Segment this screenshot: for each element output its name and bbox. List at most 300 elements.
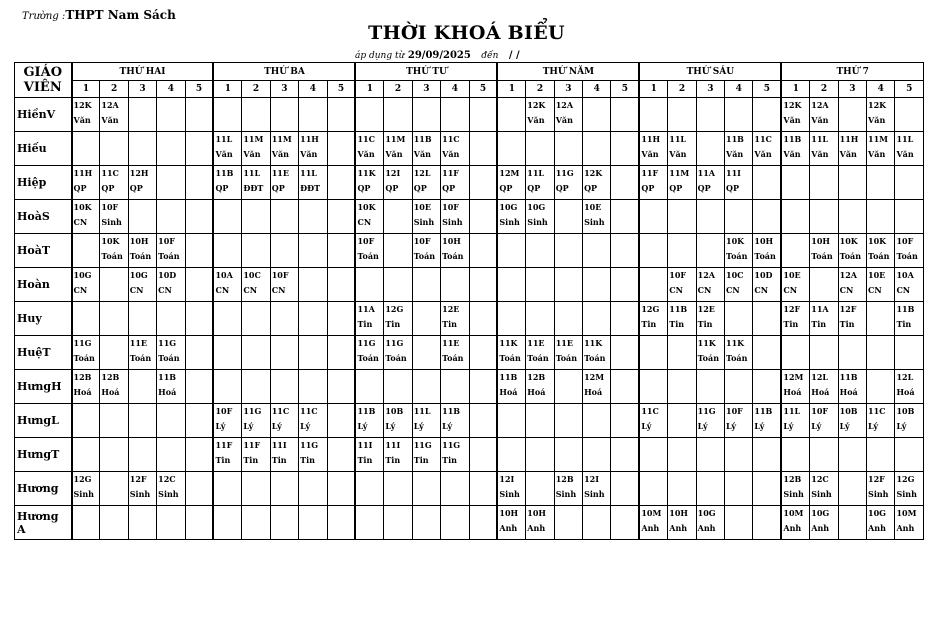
schedule-cell [668, 200, 696, 234]
class-code: 11G [357, 338, 376, 348]
subject-name: Toán [839, 251, 862, 261]
subject-name: QP [357, 183, 371, 193]
class-code: 11E [442, 338, 460, 348]
schedule-cell [639, 268, 667, 302]
schedule-cell [72, 336, 100, 370]
schedule-cell [157, 336, 185, 370]
schedule-cell [810, 336, 838, 370]
subject-name: Tin [697, 319, 713, 329]
schedule-cell [100, 302, 128, 336]
schedule-cell [753, 506, 781, 540]
schedule-cell [412, 404, 440, 438]
schedule-cell [128, 302, 156, 336]
class-code: 11L [896, 134, 914, 144]
subject-name: Văn [442, 149, 460, 159]
schedule-cell [895, 472, 924, 506]
schedule-cell [128, 132, 156, 166]
subject-name: Tin [442, 455, 457, 465]
schedule-cell [810, 268, 838, 302]
class-code: 11A [811, 304, 829, 314]
class-code: 11L [669, 134, 687, 144]
schedule-cell [725, 268, 753, 302]
schedule-cell [384, 268, 412, 302]
class-code: 10F [896, 236, 914, 246]
subject-name: Lý [697, 421, 708, 431]
schedule-cell [213, 438, 241, 472]
class-code: 10H [442, 236, 461, 246]
schedule-cell [327, 268, 355, 302]
schedule-cell [185, 234, 213, 268]
schedule-cell [696, 200, 724, 234]
period-header: 3 [838, 81, 866, 98]
schedule-cell [668, 506, 696, 540]
class-code: 11C [101, 168, 119, 178]
class-code: 11E [271, 168, 289, 178]
subject-name: Anh [697, 523, 716, 533]
schedule-cell [441, 506, 469, 540]
subject-name: CN [73, 217, 88, 227]
subject-name: Tin [669, 319, 685, 329]
schedule-cell [781, 302, 809, 336]
schedule-cell [639, 404, 667, 438]
schedule-cell [157, 200, 185, 234]
schedule-cell [157, 302, 185, 336]
class-code: 10H [811, 236, 830, 246]
class-code: 11C [754, 134, 772, 144]
class-code: 12E [697, 304, 715, 314]
schedule-cell [895, 302, 924, 336]
subject-name: Toán [555, 353, 578, 363]
schedule-cell [611, 166, 639, 200]
schedule-cell [497, 370, 525, 404]
schedule-cell [412, 370, 440, 404]
schedule-cell [299, 200, 327, 234]
subject-name: Hoá [158, 387, 177, 397]
schedule-cell [526, 506, 554, 540]
teacher-name: Hiếu [15, 132, 72, 166]
schedule-cell [895, 336, 924, 370]
period-header: 3 [412, 81, 440, 98]
period-header: 5 [753, 81, 781, 98]
schedule-cell [497, 336, 525, 370]
schedule-cell [554, 404, 582, 438]
schedule-cell [213, 472, 241, 506]
class-code: 12C [158, 474, 176, 484]
schedule-cell [583, 132, 611, 166]
class-code: 11M [669, 168, 690, 178]
schedule-cell [327, 506, 355, 540]
class-code: 10M [896, 508, 917, 518]
schedule-cell [384, 506, 412, 540]
schedule-cell [526, 166, 554, 200]
class-code: 11L [527, 168, 545, 178]
subject-name: Văn [413, 149, 431, 159]
schedule-cell [838, 302, 866, 336]
schedule-cell [441, 234, 469, 268]
subject-name: Hoá [101, 387, 120, 397]
schedule-cell [867, 234, 895, 268]
table-row [15, 404, 924, 438]
schedule-cell [554, 166, 582, 200]
schedule-cell [526, 404, 554, 438]
class-code: 11H [641, 134, 661, 144]
schedule-cell [554, 132, 582, 166]
schedule-cell [668, 268, 696, 302]
class-code: 10E [584, 202, 602, 212]
schedule-cell [696, 234, 724, 268]
class-code: 10K [357, 202, 376, 212]
subject-name: Tin [385, 455, 401, 465]
subject-name: Sinh [73, 489, 94, 499]
schedule-cell [469, 438, 497, 472]
schedule-cell [895, 98, 924, 132]
class-code: 11G [385, 338, 404, 348]
subject-name: Sinh [413, 217, 435, 227]
class-code: 11C [271, 406, 290, 416]
class-code: 11C [357, 134, 375, 144]
subject-name: Toán [726, 353, 748, 363]
class-code: 10H [669, 508, 688, 518]
schedule-cell [384, 302, 412, 336]
subject-name: Lý [754, 421, 765, 431]
schedule-cell [611, 336, 639, 370]
day-header: THỨ 7 [781, 63, 923, 81]
class-code: 11G [158, 338, 177, 348]
subject-name: Toán [868, 251, 890, 261]
class-code: 12M [783, 372, 804, 382]
schedule-cell [639, 200, 667, 234]
schedule-cell [100, 166, 128, 200]
subject-name: Toán [754, 251, 776, 261]
subject-name: Lý [811, 421, 822, 431]
schedule-cell [781, 336, 809, 370]
schedule-cell [100, 506, 128, 540]
page-title: THỜI KHOÁ BIỂU [368, 22, 565, 44]
day-header: THỨ NĂM [497, 63, 639, 81]
subject-name: Hoá [499, 387, 518, 397]
class-code: 11E [527, 338, 545, 348]
schedule-cell [441, 302, 469, 336]
period-header: 1 [781, 81, 809, 98]
schedule-cell [583, 336, 611, 370]
class-code: 12B [555, 474, 574, 484]
schedule-cell [810, 438, 838, 472]
schedule-cell [355, 302, 383, 336]
class-code: 11E [129, 338, 148, 348]
class-code: 12G [896, 474, 915, 484]
period-header: 4 [725, 81, 753, 98]
schedule-cell [554, 438, 582, 472]
class-code: 11H [73, 168, 93, 178]
day-header: THỨ HAI [72, 63, 214, 81]
table-row [15, 438, 924, 472]
subject-name: Lý [357, 421, 368, 431]
schedule-cell [696, 370, 724, 404]
timetable [14, 62, 924, 540]
schedule-cell [185, 200, 213, 234]
period-header: 4 [299, 81, 327, 98]
class-code: 10F [215, 406, 233, 416]
schedule-cell [412, 506, 440, 540]
schedule-cell [384, 370, 412, 404]
schedule-cell [299, 438, 327, 472]
schedule-cell [100, 268, 128, 302]
schedule-cell [355, 98, 383, 132]
schedule-cell [668, 370, 696, 404]
schedule-cell [611, 506, 639, 540]
schedule-cell [441, 404, 469, 438]
class-code: 11M [868, 134, 889, 144]
schedule-cell [526, 302, 554, 336]
schedule-cell [185, 472, 213, 506]
schedule-cell [72, 302, 100, 336]
schedule-cell [213, 506, 241, 540]
subject-name: Văn [754, 149, 772, 159]
schedule-cell [753, 404, 781, 438]
class-code: 12L [811, 372, 829, 382]
subject-name: CN [868, 285, 882, 295]
schedule-cell [128, 438, 156, 472]
schedule-cell [639, 98, 667, 132]
schedule-cell [469, 336, 497, 370]
class-code: 11A [357, 304, 375, 314]
schedule-cell [72, 438, 100, 472]
schedule-cell [696, 268, 724, 302]
subject-name: Hoá [811, 387, 830, 397]
subject-name: Văn [783, 115, 801, 125]
class-code: 10C [726, 270, 744, 280]
schedule-cell [838, 166, 866, 200]
class-code: 10A [896, 270, 914, 280]
period-header: 1 [355, 81, 383, 98]
schedule-cell [72, 506, 100, 540]
schedule-cell [72, 472, 100, 506]
schedule-cell [696, 438, 724, 472]
class-code: 10K [839, 236, 858, 246]
schedule-cell [213, 200, 241, 234]
class-code: 11B [896, 304, 915, 314]
subject-name: Toán [357, 251, 379, 261]
schedule-cell [668, 404, 696, 438]
schedule-cell [753, 370, 781, 404]
schedule-cell [100, 404, 128, 438]
class-code: 12K [868, 100, 887, 110]
subject-name: Tin [896, 319, 912, 329]
schedule-cell [72, 166, 100, 200]
schedule-cell [838, 336, 866, 370]
schedule-cell [781, 166, 809, 200]
class-code: 12B [101, 372, 120, 382]
subject-name: Toán [413, 251, 436, 261]
class-code: 11C [868, 406, 886, 416]
subject-name: CN [271, 285, 286, 295]
subject-name: QP [527, 183, 541, 193]
schedule-cell [639, 472, 667, 506]
schedule-cell [327, 472, 355, 506]
subject-name: Toán [129, 251, 152, 261]
schedule-cell [355, 438, 383, 472]
class-code: 10B [385, 406, 404, 416]
schedule-cell [838, 404, 866, 438]
subject-name: Toán [385, 353, 407, 363]
schedule-cell [128, 234, 156, 268]
schedule-cell [554, 268, 582, 302]
subject-name: Lý [868, 421, 879, 431]
schedule-cell [327, 132, 355, 166]
schedule-cell [157, 370, 185, 404]
schedule-cell [497, 506, 525, 540]
class-code: 10G [697, 508, 716, 518]
subject-name: Toán [442, 251, 464, 261]
schedule-cell [611, 472, 639, 506]
schedule-cell [725, 506, 753, 540]
subject-name: Lý [215, 421, 226, 431]
schedule-cell [867, 166, 895, 200]
class-code: 12I [584, 474, 599, 484]
subject-name: CN [215, 285, 230, 295]
end-date: / / [508, 50, 520, 61]
schedule-cell [696, 98, 724, 132]
subject-name: Sinh [868, 489, 889, 499]
schedule-cell [157, 472, 185, 506]
schedule-cell [469, 132, 497, 166]
schedule-cell [128, 506, 156, 540]
schedule-cell [668, 438, 696, 472]
subject-name: Lý [641, 421, 652, 431]
schedule-cell [895, 268, 924, 302]
schedule-cell [100, 336, 128, 370]
schedule-cell [526, 336, 554, 370]
schedule-cell [838, 370, 866, 404]
schedule-cell [725, 336, 753, 370]
subject-name: QP [442, 183, 456, 193]
class-code: 11B [357, 406, 376, 416]
subject-name: QP [413, 183, 427, 193]
schedule-cell [185, 98, 213, 132]
subject-name: Tin [357, 319, 373, 329]
period-header: 4 [583, 81, 611, 98]
schedule-cell [611, 404, 639, 438]
subject-name: CN [669, 285, 683, 295]
schedule-cell [72, 98, 100, 132]
period-header: 2 [100, 81, 128, 98]
teacher-name: Hương [15, 472, 72, 506]
schedule-cell [725, 132, 753, 166]
class-code: 11B [669, 304, 688, 314]
subject-name: Tin [811, 319, 827, 329]
teacher-name: HưngH [15, 370, 72, 404]
schedule-cell [810, 302, 838, 336]
schedule-cell [100, 438, 128, 472]
schedule-cell [469, 234, 497, 268]
subject-name: QP [73, 183, 87, 193]
schedule-cell [242, 472, 270, 506]
class-code: 11K [499, 338, 518, 348]
schedule-cell [412, 132, 440, 166]
schedule-cell [270, 472, 298, 506]
schedule-cell [242, 200, 270, 234]
subject-name: Văn [385, 149, 403, 159]
schedule-cell [753, 98, 781, 132]
schedule-cell [725, 166, 753, 200]
school-name: THPT Nam Sách [65, 8, 176, 22]
table-row [15, 132, 924, 166]
class-code: 12I [385, 168, 401, 178]
schedule-cell [696, 132, 724, 166]
schedule-cell [185, 166, 213, 200]
schedule-cell [867, 132, 895, 166]
subject-name: Hoá [839, 387, 858, 397]
schedule-cell [299, 234, 327, 268]
schedule-cell [867, 506, 895, 540]
schedule-cell [327, 98, 355, 132]
schedule-cell [412, 302, 440, 336]
schedule-cell [583, 200, 611, 234]
period-header: 5 [895, 81, 924, 98]
class-code: 10K [868, 236, 887, 246]
table-row [15, 234, 924, 268]
schedule-cell [639, 438, 667, 472]
schedule-cell [497, 302, 525, 336]
subject-name: Văn [300, 149, 318, 159]
schedule-cell [157, 132, 185, 166]
class-code: 10G [499, 202, 518, 212]
schedule-cell [469, 472, 497, 506]
class-code: 12A [555, 100, 574, 110]
schedule-cell [242, 166, 270, 200]
schedule-cell [781, 438, 809, 472]
subject-name: Hoá [527, 387, 546, 397]
schedule-cell [753, 438, 781, 472]
schedule-cell [838, 234, 866, 268]
schedule-cell [781, 370, 809, 404]
subject-name: Văn [669, 149, 687, 159]
schedule-cell [810, 506, 838, 540]
schedule-cell [781, 268, 809, 302]
table-row [15, 302, 924, 336]
teacher-name: HoàS [15, 200, 72, 234]
schedule-cell [867, 268, 895, 302]
schedule-cell [611, 268, 639, 302]
schedule-cell [554, 370, 582, 404]
schedule-cell [355, 370, 383, 404]
schedule-cell [725, 438, 753, 472]
class-code: 10H [527, 508, 546, 518]
schedule-cell [355, 132, 383, 166]
class-code: 11L [243, 168, 261, 178]
schedule-cell [185, 302, 213, 336]
class-code: 12F [783, 304, 801, 314]
schedule-cell [838, 506, 866, 540]
schedule-cell [327, 336, 355, 370]
schedule-cell [72, 132, 100, 166]
subject-name: Tin [300, 455, 315, 465]
schedule-cell [611, 438, 639, 472]
subject-name: CN [243, 285, 258, 295]
schedule-cell [72, 234, 100, 268]
subject-name: Văn [555, 115, 573, 125]
class-code: 12F [129, 474, 147, 484]
class-code: 11C [641, 406, 659, 416]
schedule-cell [157, 268, 185, 302]
schedule-cell [157, 98, 185, 132]
class-code: 11B [839, 372, 858, 382]
schedule-cell [213, 268, 241, 302]
schedule-cell [412, 200, 440, 234]
class-code: 11C [442, 134, 460, 144]
class-code: 10E [783, 270, 801, 280]
subject-name: Anh [868, 523, 886, 533]
